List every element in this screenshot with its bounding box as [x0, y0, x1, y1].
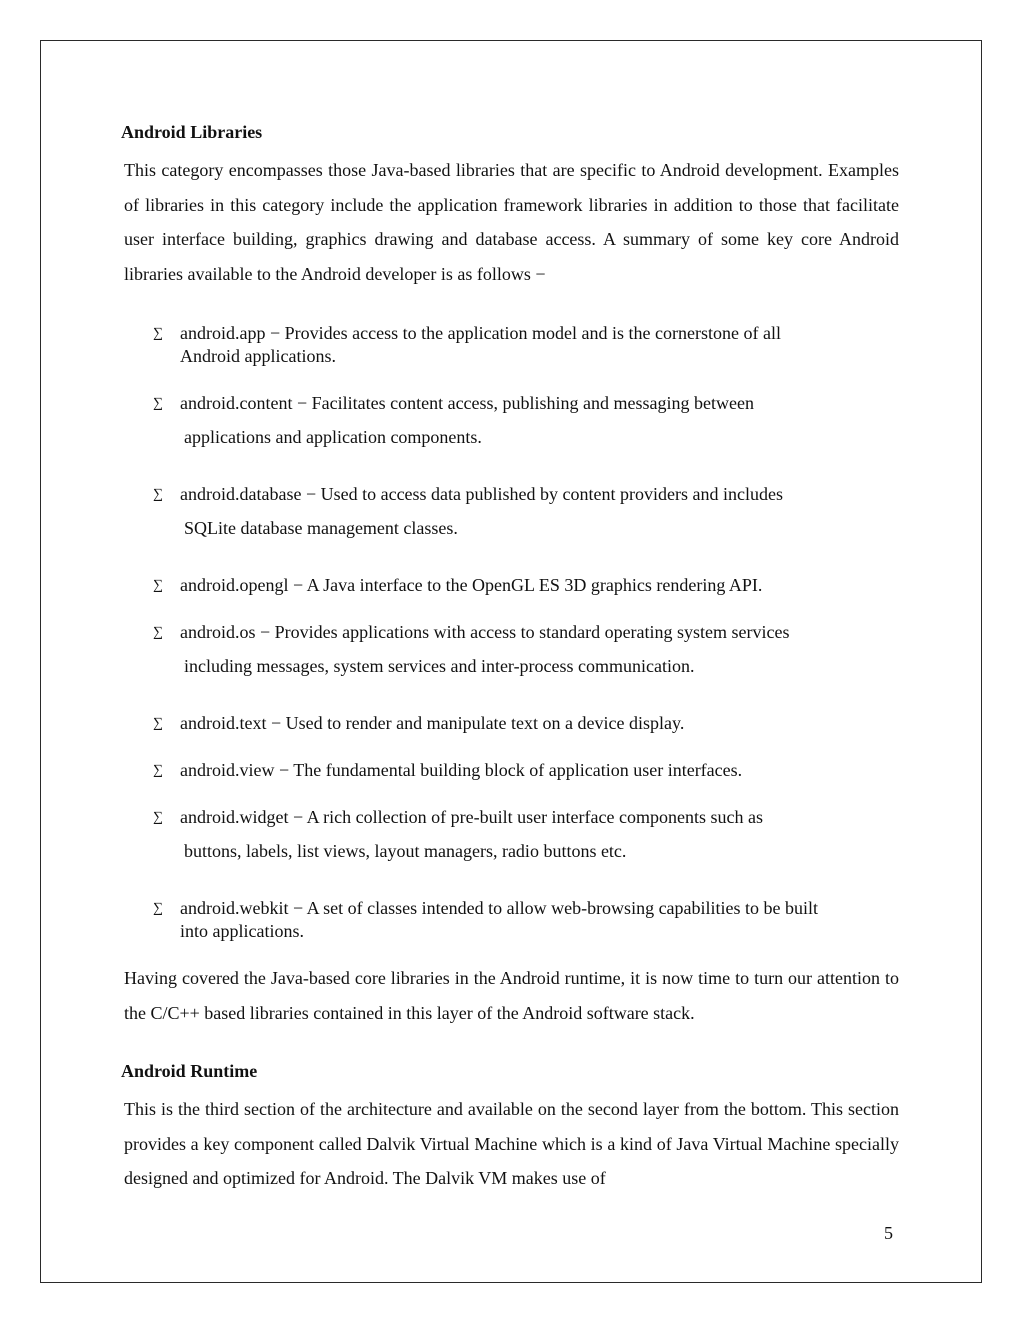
list-item-line: buttons, labels, list views, layout managers, radio buttons etc. [184, 841, 627, 861]
bullet-icon: ∑ [153, 578, 163, 593]
list-item-line: android.os − Provides applications with access to standard operating system services [180, 622, 790, 642]
bullet-icon: ∑ [153, 763, 163, 778]
section-heading-android-libraries: Android Libraries [121, 122, 263, 142]
list-item-line: android.text − Used to render and manipulate text on a device display. [180, 713, 685, 733]
list-item-line: android.opengl − A Java interface to the OpenGL ES 3D graphics rendering API. [180, 575, 763, 595]
list-item-line: android.app − Provides access to the application model and is the cornerstone of all [180, 323, 781, 343]
list-item-line: android.content − Facilitates content access, publishing and messaging between [180, 393, 754, 413]
list-item-android-opengl [180, 574, 905, 597]
list-item-line: Android applications. [180, 346, 336, 366]
list-item-line: SQLite database management classes. [184, 518, 458, 538]
list-item-line: applications and application components. [184, 427, 482, 447]
intro-paragraph: This category encompasses those Java-based libraries that are specific to Android development. Examples of libraries in this category include the application framework libraries in addition to those that facilitate user interface building, graphics drawing and database access. A summary of some key core Android libraries available to the Android developer is as follows − [124, 160, 899, 284]
list-item-android-text [180, 712, 905, 735]
list-item-android-os [180, 621, 905, 678]
list-item-android-view [180, 759, 905, 782]
list-item-android-app [180, 322, 905, 368]
bullet-icon: ∑ [153, 901, 163, 916]
bullet-icon: ∑ [153, 326, 163, 341]
bullet-icon: ∑ [153, 396, 163, 411]
list-item-line: android.database − Used to access data published by content providers and includes [180, 484, 783, 504]
bullet-icon: ∑ [153, 625, 163, 640]
section-heading-android-runtime: Android Runtime [121, 1061, 258, 1081]
list-item-android-database [180, 483, 905, 540]
list-item-line: android.widget − A rich collection of pre-built user interface components such as [180, 807, 763, 827]
list-item-line: including messages, system services and inter-process communication. [184, 656, 695, 676]
list-item-android-widget [180, 806, 905, 863]
list-item-line: android.webkit − A set of classes intended to allow web-browsing capabilities to be built [180, 898, 819, 918]
bullet-icon: ∑ [153, 810, 163, 825]
runtime-paragraph: This is the third section of the architecture and available on the second layer from the bottom. This section provides a key component called Dalvik Virtual Machine which is a kind of Java Virtual Machine specially designed and optimized for Android. The Dalvik VM makes use of [124, 1099, 899, 1188]
list-item-line: android.view − The fundamental building block of application user interfaces. [180, 760, 743, 780]
list-item-android-content [180, 392, 905, 449]
closing-paragraph: Having covered the Java-based core libraries in the Android runtime, it is now time to turn our attention to the C/C++ based libraries contained in this layer of the Android software stack. [124, 968, 899, 1023]
bullet-icon: ∑ [153, 716, 163, 731]
bullet-icon: ∑ [153, 487, 163, 502]
page-number: 5 [884, 1223, 893, 1243]
list-item-line: into applications. [180, 921, 304, 941]
list-item-android-webkit [180, 897, 905, 943]
